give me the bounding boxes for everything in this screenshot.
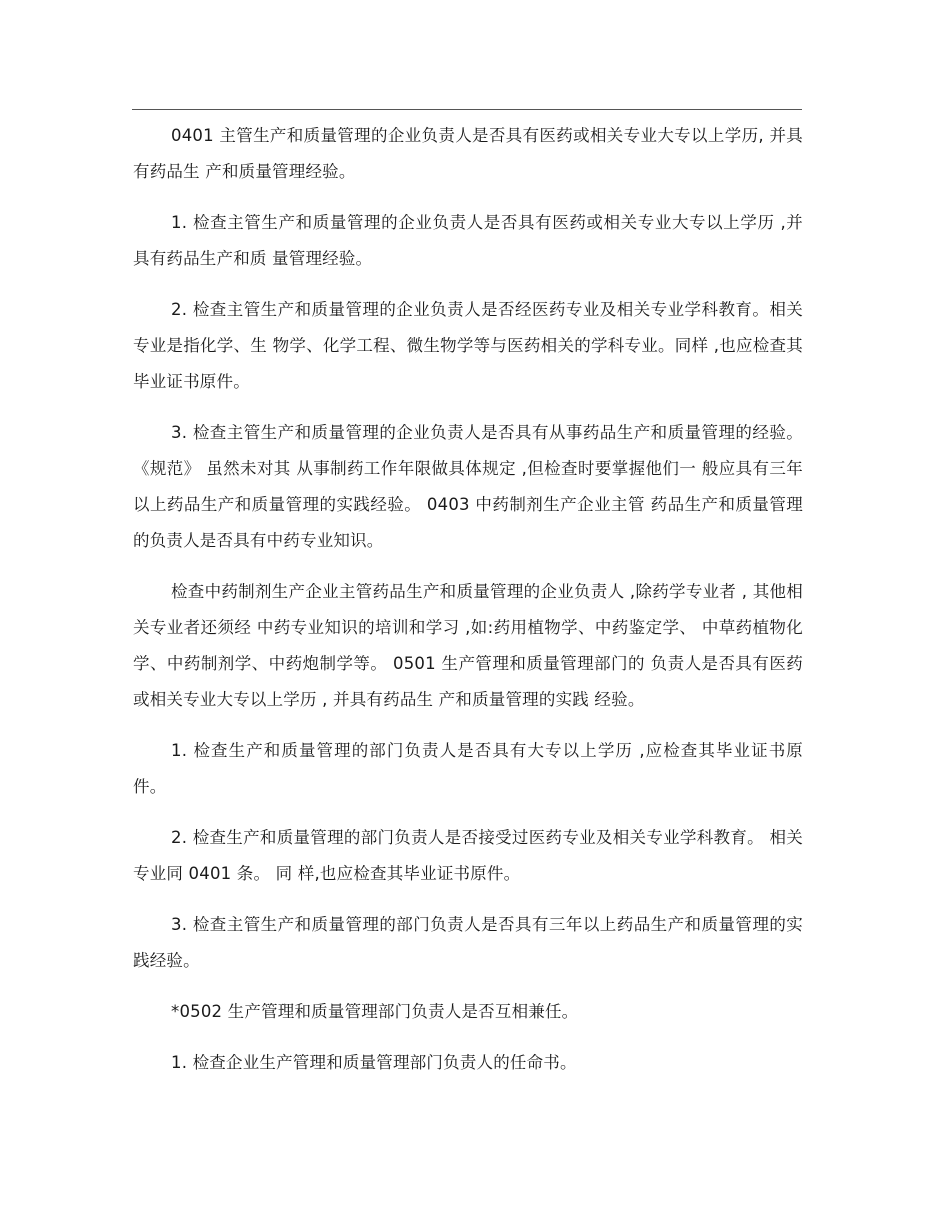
paragraph-0501-item-1: 1. 检查生产和质量管理的部门负责人是否具有大专以上学历 ,应检查其毕业证书原件。 (133, 741, 803, 796)
paragraph-0401-item-3: 3. 检查主管生产和质量管理的企业负责人是否具有从事药品生产和质量管理的经验。 《规范》 虽然未对其 从事制药工作年限做具体规定 ,但检查时要掌握他们一 般应具有三年以上药品生产和质量管理的实践经验。 0403 中药制剂生产企业主管 药品生产和质量管理的负责人是否具有中药专业知识。 (133, 423, 803, 550)
paragraph-0401: 0401 主管生产和质量管理的企业负责人是否具有医药或相关专业大专以上学历, 并具有药品生 产和质量管理经验。 (133, 126, 803, 181)
paragraph-0502: *0502 生产管理和质量管理部门负责人是否互相兼任。 (171, 1002, 579, 1021)
paragraph-0401-item-1: 1. 检查主管生产和质量管理的企业负责人是否具有医药或相关专业大专以上学历 ,并具有药品生产和质 量管理经验。 (133, 213, 803, 268)
document-body (133, 118, 803, 1096)
paragraph-0502-item-1: 1. 检查企业生产管理和质量管理部门负责人的任命书。 (171, 1053, 577, 1072)
paragraph-0501-item-2: 2. 检查生产和质量管理的部门负责人是否接受过医药专业及相关专业学科教育。 相关专业同 0401 条。 同 样,也应检查其毕业证书原件。 (133, 828, 803, 883)
paragraph-0501-item-3: 3. 检查主管生产和质量管理的部门负责人是否具有三年以上药品生产和质量管理的实践经验。 (133, 915, 803, 970)
paragraph-0401-item-2: 2. 检查主管生产和质量管理的企业负责人是否经医药专业及相关专业学科教育。相关专业是指化学、生 物学、化学工程、微生物学等与医药相关的学科专业。同样 ,也应检查其毕业证书原件。 (133, 300, 803, 391)
paragraph-0403-check: 检查中药制剂生产企业主管药品生产和质量管理的企业负责人 ,除药学专业者 , 其他相关专业者还须经 中药专业知识的培训和学习 ,如:药用植物学、中药鉴定学、 中草药植物化学、中药制剂学、中药炮制学等。 0501 生产管理和质量管理部门的 负责人是否具有医药或相关专业大专以上学历 , 并具有药品生 产和质量管理的实践 经验。 (133, 582, 803, 709)
header-rule (132, 109, 802, 110)
